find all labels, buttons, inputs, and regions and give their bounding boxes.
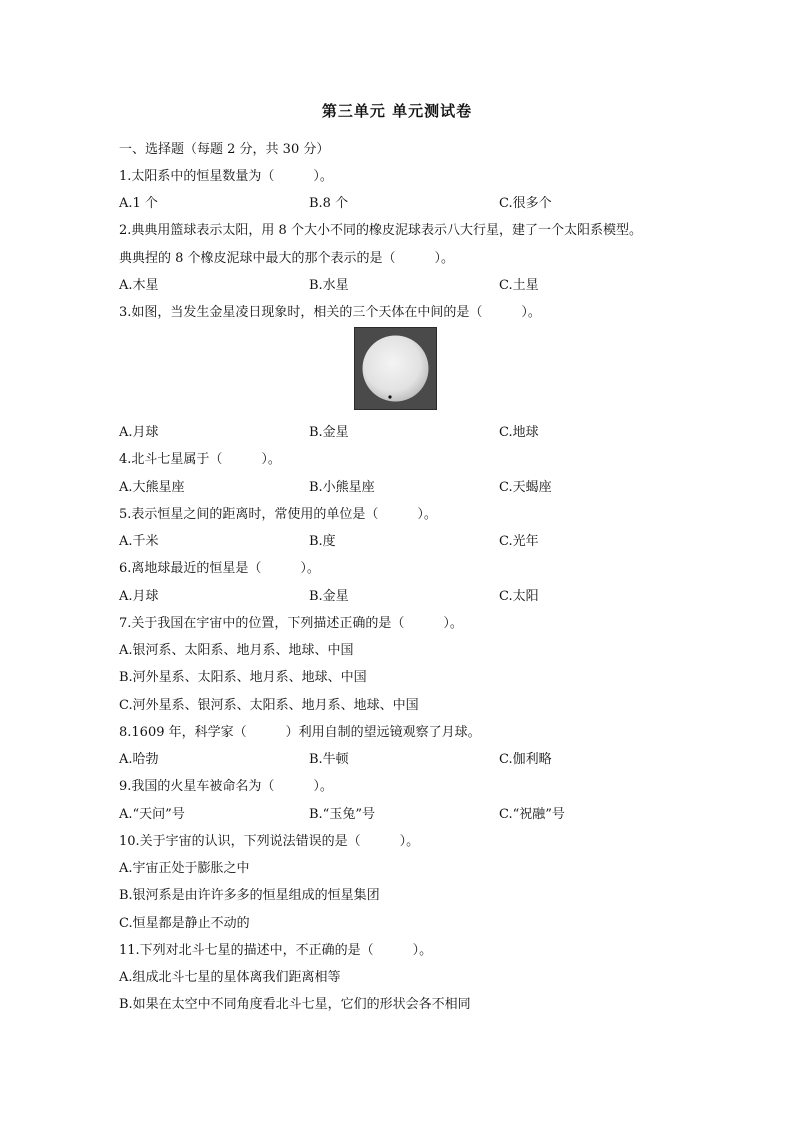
- question-1-option-a: A.1 个: [119, 196, 158, 211]
- question-5-stem: 5.表示恒星之间的距离时，常使用的单位是（ ）。: [119, 507, 437, 522]
- question-9-option-b: B.“玉兔”号: [309, 807, 375, 822]
- question-6-option-c: C.太阳: [499, 589, 539, 604]
- question-8-stem: 8.1609 年，科学家（ ）利用自制的望远镜观察了月球。: [119, 725, 481, 740]
- question-2-option-a: A.木星: [119, 278, 159, 293]
- question-7-option-b: B.河外星系、太阳系、地月系、地球、中国: [119, 670, 367, 685]
- question-4-option-a: A.大熊星座: [119, 480, 185, 495]
- question-10-stem: 10.关于宇宙的认识，下列说法错误的是（ ）。: [119, 834, 420, 849]
- section-heading: 一、选择题（每题 2 分，共 30 分）: [119, 142, 330, 157]
- question-9-option-c: C.“祝融”号: [499, 807, 565, 822]
- question-3-stem: 3.如图，当发生金星凌日现象时，相关的三个天体在中间的是（ ）。: [119, 305, 541, 320]
- sun-disk: [363, 336, 429, 402]
- question-3-option-a: A.月球: [119, 425, 159, 440]
- question-2-option-c: C.土星: [499, 278, 539, 293]
- question-7-option-c: C.河外星系、银河系、太阳系、地月系、地球、中国: [119, 698, 419, 713]
- question-7-option-a: A.银河系、太阳系、地月系、地球、中国: [119, 643, 354, 658]
- question-6-option-b: B.金星: [309, 589, 349, 604]
- question-6-option-a: A.月球: [119, 589, 159, 604]
- question-11-option-b: B.如果在太空中不同角度看北斗七星，它们的形状会各不相同: [119, 997, 471, 1012]
- question-1-stem: 1.太阳系中的恒星数量为（ ）。: [119, 169, 333, 184]
- question-9-option-a: A.“天问”号: [119, 807, 185, 822]
- question-3-option-c: C.地球: [499, 425, 539, 440]
- question-2-option-b: B.水星: [309, 278, 349, 293]
- question-8-option-b: B.牛顿: [309, 752, 349, 767]
- question-5-option-a: A.千米: [119, 534, 159, 549]
- page-title: 第三单元 单元测试卷: [321, 102, 473, 120]
- question-8-option-c: C.伽利略: [499, 752, 552, 767]
- question-1-option-c: C.很多个: [499, 196, 552, 211]
- question-9-stem: 9.我国的火星车被命名为（ ）。: [119, 779, 333, 794]
- question-7-stem: 7.关于我国在宇宙中的位置，下列描述正确的是（ ）。: [119, 616, 463, 631]
- venus-transit-photo: [354, 327, 437, 410]
- question-8-option-a: A.哈勃: [119, 752, 159, 767]
- question-11-stem: 11.下列对北斗七星的描述中，不正确的是（ ）。: [119, 943, 433, 958]
- question-4-stem: 4.北斗七星属于（ ）。: [119, 452, 281, 467]
- question-6-stem: 6.离地球最近的恒星是（ ）。: [119, 561, 320, 576]
- question-3-option-b: B.金星: [309, 425, 349, 440]
- question-5-option-b: B.度: [309, 534, 336, 549]
- question-5-option-c: C.光年: [499, 534, 539, 549]
- question-4-option-c: C.天蝎座: [499, 480, 552, 495]
- question-2-stem-line-1: 2.典典用篮球表示太阳，用 8 个大小不同的橡皮泥球表示八大行星，建了一个太阳系模型。: [119, 223, 642, 238]
- venus-dot: [388, 395, 391, 398]
- question-2-stem-line-2: 典典捏的 8 个橡皮泥球中最大的那个表示的是（ ）。: [119, 251, 455, 266]
- question-1-option-b: B.8 个: [309, 196, 349, 211]
- question-10-option-a: A.宇宙正处于膨胀之中: [119, 861, 250, 876]
- question-10-option-b: B.银河系是由许许多多的恒星组成的恒星集团: [119, 888, 380, 903]
- question-10-option-c: C.恒星都是静止不动的: [119, 916, 250, 931]
- question-4-option-b: B.小熊星座: [309, 480, 375, 495]
- question-11-option-a: A.组成北斗七星的星体离我们距离相等: [119, 970, 341, 985]
